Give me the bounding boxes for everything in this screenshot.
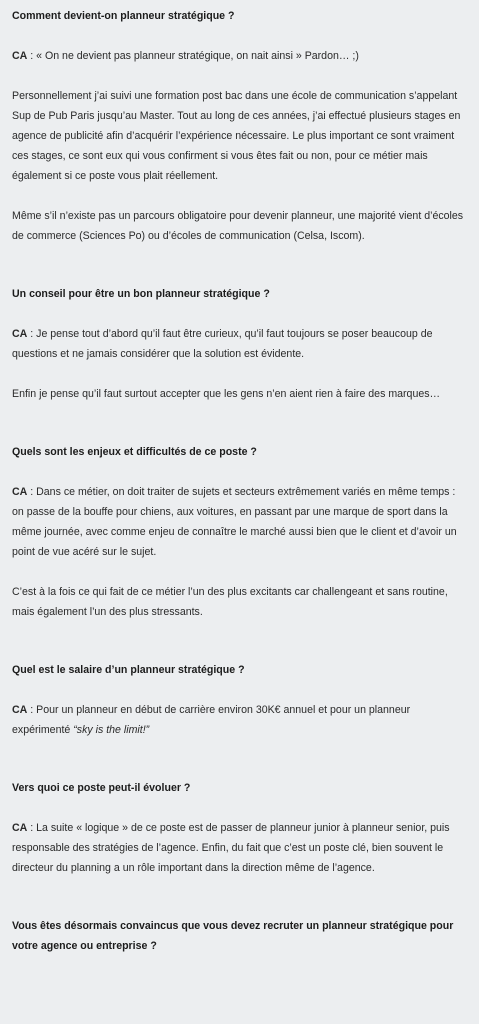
answer-paragraph bbox=[12, 700, 467, 740]
section-question: Comment devient-on planneur stratégique ? bbox=[12, 10, 235, 22]
section-question: Vous êtes désormais convaincus que vous devez recruter un planneur stratégique pour votre agence ou entreprise ? bbox=[12, 920, 454, 952]
answer-text: : La suite « logique » de ce poste est de passer de planneur junior à planneur senior, puis responsable des stratégies de l’agence. Enfin, du fait que c’est un poste clé, bien souvent le directeur du planning a un rôle important dans la direction même de l’agence. bbox=[12, 822, 450, 874]
answer-text: : Je pense tout d’abord qu’il faut être curieux, qu’il faut toujours se poser beaucoup de questions et ne jamais considérer que la solution est évidente. bbox=[12, 328, 433, 360]
body-paragraph: Enfin je pense qu’il faut surtout accepter que les gens n’en aient rien à faire des marques… bbox=[12, 388, 441, 400]
answer-prefix: CA bbox=[12, 50, 28, 62]
answer-prefix: CA bbox=[12, 704, 28, 716]
answer-paragraph bbox=[12, 482, 467, 562]
answer-paragraph bbox=[12, 818, 467, 878]
section-question: Un conseil pour être un bon planneur stratégique ? bbox=[12, 288, 270, 300]
answer-paragraph bbox=[12, 46, 467, 66]
answer-paragraph bbox=[12, 324, 467, 364]
answer-emphasis: “sky is the limit!” bbox=[73, 724, 150, 736]
section-question: Vers quoi ce poste peut-il évoluer ? bbox=[12, 782, 191, 794]
answer-text: : « On ne devient pas planneur stratégique, on nait ainsi » Pardon… ;) bbox=[27, 50, 359, 62]
section-question: Quels sont les enjeux et difficultés de ce poste ? bbox=[12, 446, 257, 458]
answer-prefix: CA bbox=[12, 486, 28, 498]
answer-prefix: CA bbox=[12, 328, 28, 340]
body-paragraph: Personnellement j’ai suivi une formation post bac dans une école de communication s’appelant Sup de Pub Paris jusqu’au Master. Tout au long de ces années, j’ai effectué plusieurs stages en agence de publicité afin d’acquérir l’expérience nécessaire. Le plus important ce sont vraiment ces stages, ce sont eux qui vous confirment si vous êtes fait ou non, pour ce métier mais également si ce poste vous plait réellement. bbox=[12, 90, 461, 182]
answer-text: : Pour un planneur en début de carrière environ 30K€ annuel et pour un planneur expérimenté bbox=[12, 704, 411, 736]
section-question: Quel est le salaire d’un planneur stratégique ? bbox=[12, 664, 245, 676]
body-paragraph: C’est à la fois ce qui fait de ce métier l’un des plus excitants car challengeant et sans routine, mais également l’un des plus stressants. bbox=[12, 586, 448, 618]
body-paragraph: Même s’il n’existe pas un parcours obligatoire pour devenir planneur, une majorité vient d’écoles de commerce (Sciences Po) ou d’écoles de communication (Celsa, Iscom). bbox=[12, 210, 464, 242]
answer-text: : Dans ce métier, on doit traiter de sujets et secteurs extrêmement variés en même temps : on passe de la bouffe pour chiens, aux voitures, en passant par une marque de sport dans la même journée, avec comme enjeu de connaître le marché aussi bien que le client et d’avoir un point de vue acéré sur le sujet. bbox=[12, 486, 457, 558]
answer-prefix: CA bbox=[12, 822, 28, 834]
